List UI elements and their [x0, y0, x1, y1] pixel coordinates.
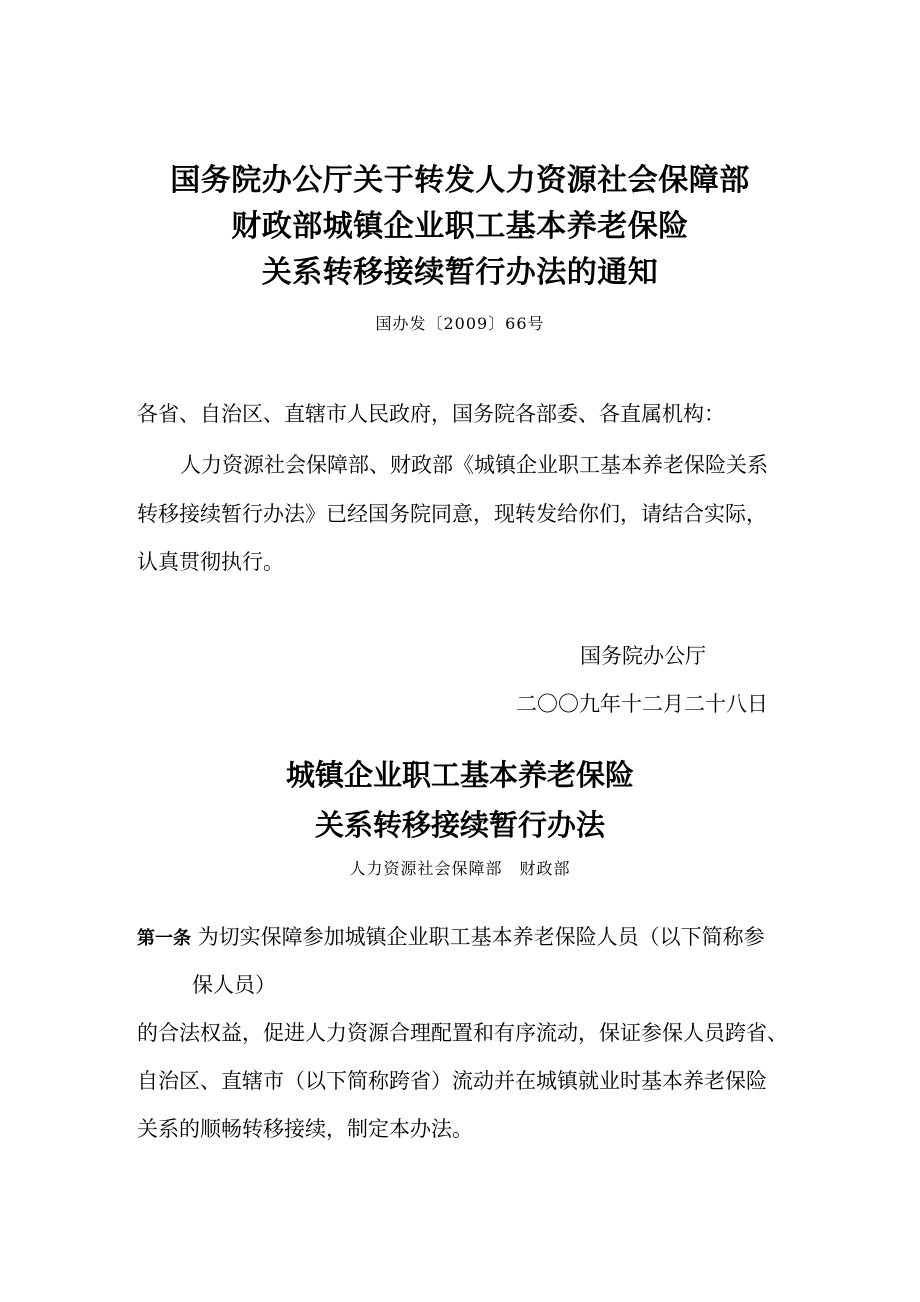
measures-issuers: 人力资源社会保障部 财政部 — [349, 859, 571, 878]
salutation: 各省、自治区、直辖市人民政府，国务院各部委、各直属机构： — [137, 402, 725, 426]
document-number: 国办发〔2009〕66号 — [375, 314, 545, 333]
notice-title-line-3: 关系转移接续暂行办法的通知 — [261, 255, 659, 290]
signer: 国务院办公厅 — [580, 644, 706, 668]
article-1-first-text: 为切实保障参加城镇企业职工基本养老保险人员（以下简称参 — [197, 925, 765, 949]
measures-title-line-1: 城镇企业职工基本养老保险 — [285, 758, 634, 792]
article-1-label: 第一条 — [137, 928, 191, 949]
article-1-line-4: 自治区、直辖市（以下简称跨省）流动并在城镇就业时基本养老保险 — [137, 1069, 767, 1093]
notice-body-line-3: 认真贯彻执行。 — [137, 550, 284, 574]
article-1-line-5: 关系的顺畅转移接续，制定本办法。 — [137, 1117, 473, 1141]
notice-body-line-2: 转移接续暂行办法》已经国务院同意，现转发给你们，请结合实际， — [137, 502, 767, 526]
issue-date: 二〇〇九年十二月二十八日 — [516, 692, 768, 716]
article-1-line-3: 的合法权益，促进人力资源合理配置和有序流动，保证参保人员跨省、 — [137, 1021, 788, 1045]
measures-title-line-2: 关系转移接续暂行办法 — [314, 808, 605, 842]
notice-title — [0, 158, 920, 296]
notice-title-line-2: 财政部城镇企业职工基本养老保险 — [231, 209, 689, 244]
measures-title — [0, 750, 920, 850]
article-1-first-line — [137, 922, 765, 954]
notice-body-line-1: 人力资源社会保障部、财政部《城镇企业职工基本养老保险关系 — [180, 453, 768, 477]
article-1-second-line: 保人员） — [192, 973, 276, 997]
notice-title-line-1: 国务院办公厅关于转发人力资源社会保障部 — [170, 163, 750, 198]
